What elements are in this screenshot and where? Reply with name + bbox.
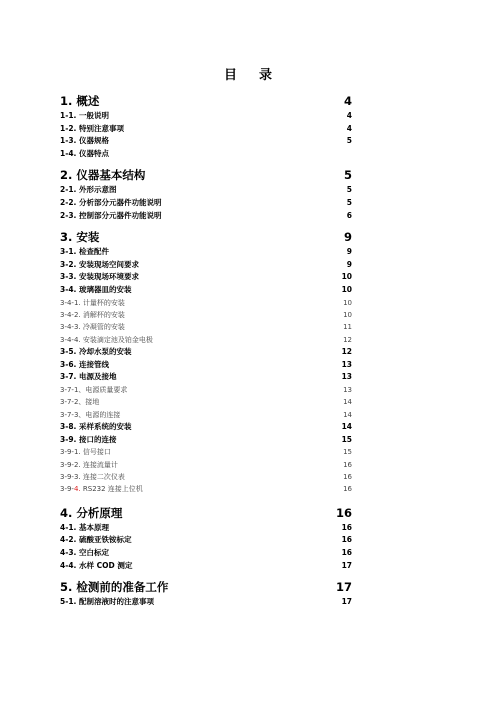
- toc-section[interactable]: [60, 534, 352, 547]
- toc-entry-title: 3-7. 电源及接地: [60, 372, 117, 382]
- toc-entry-text: RS232 连接上位机: [80, 485, 143, 494]
- toc-entry-page: 4: [343, 94, 352, 108]
- toc-section[interactable]: [60, 197, 352, 210]
- toc-entry-page: 17: [341, 597, 352, 607]
- toc-entry-title: 1-2. 特别注意事项: [60, 123, 125, 133]
- toc-entry-page: 17: [335, 580, 352, 595]
- toc-entry-page: 16: [335, 505, 352, 520]
- toc-subsection[interactable]: [60, 459, 352, 471]
- toc-entry-title: 3-2. 安装现场空间要求: [60, 259, 140, 269]
- toc-entry-title: 5. 检测前的准备工作: [60, 580, 169, 595]
- toc-subsection[interactable]: [60, 396, 352, 408]
- toc-subsection[interactable]: [60, 309, 352, 321]
- toc-entry-title: 3-4-3. 冷凝管的安装: [60, 323, 125, 332]
- toc-entry-title: 3-9. 接口的连接: [60, 434, 117, 444]
- toc-subsection[interactable]: [60, 471, 352, 483]
- toc-entry-page: 13: [341, 359, 352, 369]
- toc-subsection[interactable]: [60, 446, 352, 458]
- toc-entry-page: 14: [341, 422, 352, 432]
- toc-entry-title: 3-7-3、电源的连接: [60, 410, 121, 419]
- toc-entry-page: 16: [341, 535, 352, 545]
- toc-subsection[interactable]: [60, 321, 352, 333]
- toc-entry-title: 3-4. 玻璃器皿的安装: [60, 284, 132, 294]
- table-of-contents: [60, 92, 352, 609]
- toc-entry-number-highlight: 4.: [73, 485, 81, 494]
- title-part-1: 目: [223, 68, 237, 83]
- toc-section[interactable]: [60, 596, 352, 609]
- toc-section[interactable]: [60, 110, 352, 123]
- toc-entry-page: 12: [341, 347, 352, 357]
- toc-entry-page: 12: [343, 335, 352, 344]
- toc-entry-page: 16: [343, 473, 352, 482]
- toc-section[interactable]: [60, 371, 352, 384]
- toc-entry-page: 16: [341, 547, 352, 557]
- toc-entry-page: 4: [346, 123, 352, 133]
- toc-entry-title: 3-4-2. 消解杯的安装: [60, 310, 125, 319]
- toc-entry-title: 3-3. 安装现场环境要求: [60, 272, 140, 282]
- title-part-2: 录: [259, 68, 273, 83]
- toc-section[interactable]: [60, 346, 352, 359]
- toc-entry-title: 2. 仪器基本结构: [60, 168, 146, 183]
- toc-entry-title: 2-3. 控制部分元器件功能说明: [60, 210, 162, 220]
- toc-entry-page: 5: [346, 197, 352, 207]
- toc-entry-title: 1-4. 仪器特点: [60, 148, 110, 158]
- toc-entry-page: 15: [343, 448, 352, 457]
- toc-entry-page: 17: [341, 560, 352, 570]
- toc-entry-page: 13: [343, 385, 352, 394]
- toc-entry-page: 14: [343, 398, 352, 407]
- toc-entry-page: 4: [346, 111, 352, 120]
- toc-entry-prefix: 3-9-: [60, 485, 74, 494]
- toc-section[interactable]: [60, 560, 352, 573]
- toc-entry-page: 10: [343, 298, 352, 307]
- toc-entry-page: 16: [341, 522, 352, 532]
- toc-entry-page: 5: [346, 185, 352, 195]
- toc-entry-title: 4-4. 水样 COD 测定: [60, 560, 133, 570]
- toc-entry-page: 16: [343, 485, 352, 494]
- toc-section[interactable]: [60, 271, 352, 284]
- toc-entry-title: 1-3. 仪器规格: [60, 136, 110, 146]
- toc-subsection[interactable]: [60, 409, 352, 421]
- toc-entry-page: 5: [346, 136, 352, 146]
- toc-entry-page: 15: [341, 434, 352, 444]
- toc-subsection[interactable]: [60, 384, 352, 396]
- toc-entry-page: 13: [341, 372, 352, 382]
- toc-entry-title: 3-7-2、接地: [60, 398, 100, 407]
- toc-chapter[interactable]: [60, 578, 352, 596]
- toc-entry-title: 1-1. 一般说明: [60, 111, 110, 120]
- toc-subsection[interactable]: [60, 297, 352, 309]
- toc-section[interactable]: [60, 359, 352, 372]
- toc-section[interactable]: [60, 284, 352, 297]
- toc-entry-page: 16: [343, 460, 352, 469]
- toc-entry-title: 3-8. 采样系统的安装: [60, 422, 132, 432]
- toc-entry-title: 4-1. 基本原理: [60, 522, 110, 532]
- toc-entry-title: 3-7-1、电源质量要求: [60, 385, 128, 394]
- toc-entry-title: 4-3. 空白标定: [60, 547, 110, 557]
- toc-section[interactable]: [60, 184, 352, 197]
- toc-section[interactable]: [60, 135, 352, 148]
- toc-subsection[interactable]: [60, 483, 352, 495]
- toc-entry-title: 2-1. 外形示意图: [60, 185, 117, 195]
- toc-chapter[interactable]: [60, 92, 352, 110]
- toc-entry-page: 9: [343, 230, 352, 245]
- toc-entry-page: 14: [343, 410, 352, 419]
- toc-entry-title: 3-5. 冷却水泵的安装: [60, 347, 132, 357]
- toc-chapter[interactable]: [60, 504, 352, 522]
- toc-subsection[interactable]: [60, 334, 352, 346]
- toc-section[interactable]: [60, 522, 352, 535]
- toc-entry-title: 3-1. 检查配件: [60, 247, 110, 257]
- toc-section[interactable]: [60, 259, 352, 272]
- toc-section[interactable]: [60, 547, 352, 560]
- toc-section[interactable]: [60, 421, 352, 434]
- toc-entry-title: 3. 安装: [60, 230, 100, 245]
- toc-entry-title: 3-4-4. 安装滴定池及铂金电极: [60, 335, 153, 344]
- toc-entry-title: 3-6. 连接管线: [60, 359, 110, 369]
- toc-entry-title: 1. 概述: [60, 94, 100, 108]
- toc-section[interactable]: [60, 210, 352, 223]
- page-title: [0, 64, 496, 83]
- toc-entry-title: 5-1. 配制溶液时的注意事项: [60, 597, 155, 607]
- toc-chapter[interactable]: [60, 166, 352, 184]
- toc-section[interactable]: [60, 434, 352, 447]
- toc-entry-page: 5: [343, 168, 352, 183]
- toc-entry-page: 11: [343, 323, 352, 332]
- toc-section[interactable]: [60, 123, 352, 136]
- toc-chapter[interactable]: [60, 228, 352, 246]
- toc-entry-title: 3-9-1. 信号接口: [60, 448, 111, 457]
- toc-entry-page: 6: [346, 210, 352, 220]
- toc-entry-title: 3-9-3. 连接二次仪表: [60, 473, 125, 482]
- toc-entry-page: 10: [341, 284, 352, 294]
- toc-section[interactable]: [60, 246, 352, 259]
- toc-entry-title: [60, 483, 143, 495]
- toc-entry-page: 10: [341, 272, 352, 282]
- toc-entry-page: 9: [346, 259, 352, 269]
- toc-entry-page: 10: [343, 310, 352, 319]
- toc-entry-page: 9: [346, 247, 352, 257]
- toc-entry-title: 3-9-2. 连接流量计: [60, 460, 118, 469]
- toc-entry-title: 4. 分析原理: [60, 505, 123, 520]
- toc-entry-title: 4-2. 硫酸亚铁铵标定: [60, 535, 132, 545]
- toc-entry-title: 3-4-1. 计量杯的安装: [60, 298, 125, 307]
- toc-section[interactable]: [60, 148, 352, 161]
- toc-entry-title: 2-2. 分析部分元器件功能说明: [60, 197, 162, 207]
